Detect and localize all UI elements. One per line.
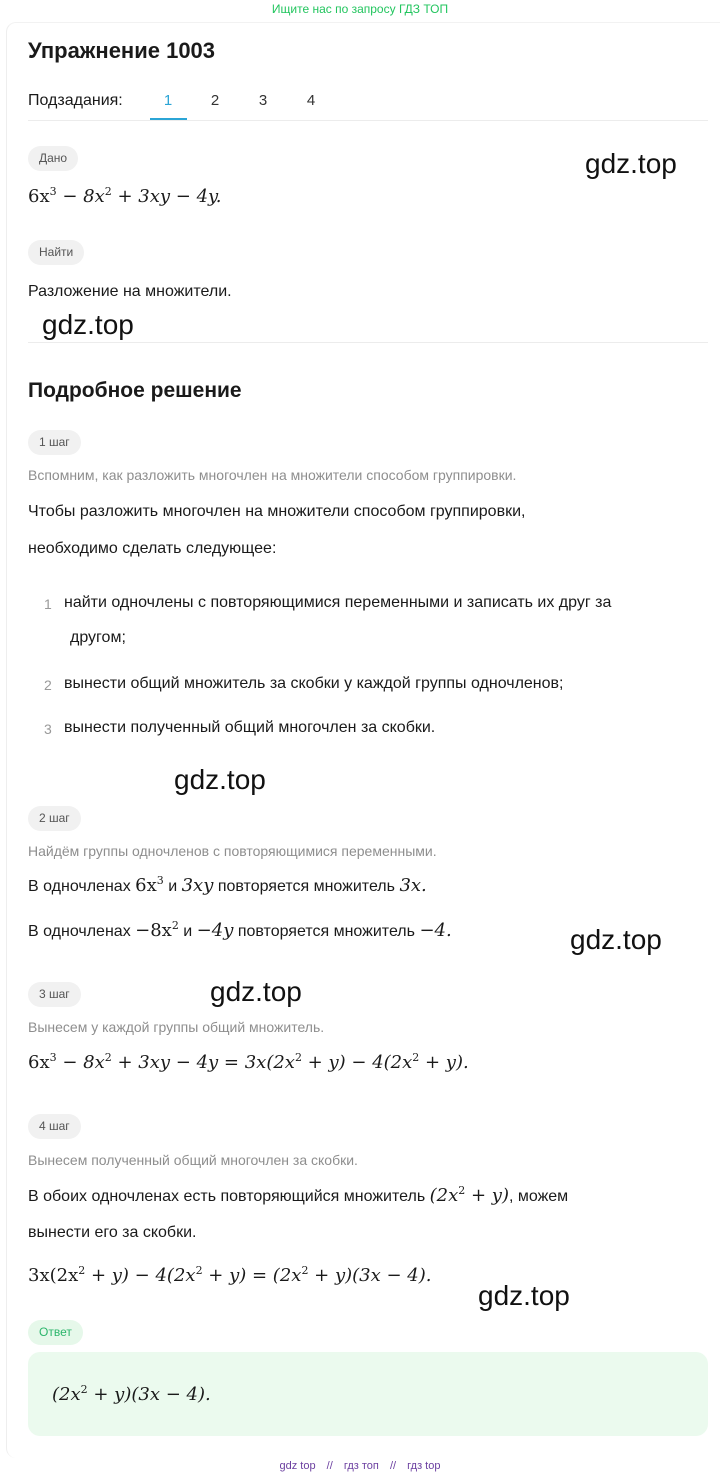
watermark: gdz.top	[210, 976, 302, 1007]
answer-expression: $(2x^2 + y)(3x - 4)$.	[52, 1383, 211, 1405]
step2-line2: В одночленах $-8x^2$ и −4y повторяется множитель −4.	[28, 919, 452, 941]
tab-subtask-1[interactable]: 1	[163, 92, 173, 109]
watermark: gdz.top	[42, 309, 134, 340]
watermark: gdz.top	[478, 1280, 570, 1311]
step4-badge: 4 шаг	[28, 1114, 81, 1139]
footer-link[interactable]: гдз топ	[343, 1460, 379, 1472]
list-item-text: вынести общий множитель за скобки у каждой группы одночленов;	[64, 675, 564, 692]
step2-hint: Найдём группы одночленов с повторяющимися переменными.	[28, 843, 437, 859]
page-title: Упражнение 1003	[28, 38, 216, 63]
list-item-text-cont: другом;	[70, 629, 126, 646]
step4-hint: Вынесем полученный общий многочлен за скобки.	[28, 1152, 358, 1168]
footer-link[interactable]: gdz top	[279, 1460, 316, 1472]
footer-links	[0, 1460, 720, 1472]
watermark: gdz.top	[585, 148, 677, 179]
list-item-number: 1	[44, 596, 52, 612]
top-banner: Ищите нас по запросу ГДЗ ТОП	[271, 2, 449, 16]
step3-hint: Вынесем у каждой группы общий множитель.	[28, 1019, 325, 1035]
step2-badge: 2 шаг	[28, 806, 81, 831]
tab-subtask-2[interactable]: 2	[210, 92, 220, 109]
footer-separator: //	[326, 1460, 333, 1472]
subtasks-label: Подзадания:	[28, 92, 123, 109]
solution-title: Подробное решение	[28, 379, 242, 402]
step4-line2: вынести его за скобки.	[28, 1224, 197, 1241]
list-item-text: вынести полученный общий многочлен за скобки.	[64, 719, 436, 736]
step1-hint: Вспомним, как разложить многочлен на множители способом группировки.	[28, 467, 517, 483]
answer-badge: Ответ	[28, 1320, 83, 1345]
step4-line1: В обоих одночленах есть повторяющийся множитель $(2x^2 + y)$, можем	[28, 1184, 569, 1206]
list-item-text: найти одночлены с повторяющимися переменными и записать их друг за	[64, 594, 612, 611]
step1-text-line2: необходимо сделать следующее:	[28, 540, 277, 557]
step1-text-line1: Чтобы разложить многочлен на множители способом группировки,	[28, 503, 526, 520]
footer-separator: //	[389, 1460, 397, 1472]
find-badge: Найти	[28, 240, 84, 265]
tab-subtask-3[interactable]: 3	[258, 92, 268, 109]
step2-line1: В одночленах $6x^3$ и 3xy повторяется множитель 3x.	[28, 874, 427, 896]
list-item-number: 2	[44, 677, 52, 693]
find-text: Разложение на множители.	[28, 283, 232, 300]
step3-badge: 3 шаг	[28, 982, 81, 1007]
step1-badge: 1 шаг	[28, 430, 81, 455]
tabs-divider	[28, 120, 708, 121]
tab-subtask-4[interactable]: 4	[306, 92, 316, 109]
footer-link[interactable]: гдз top	[407, 1460, 441, 1472]
given-expression: $6x^3 - 8x^2 + 3xy - 4y$.	[28, 185, 222, 207]
content-card	[6, 22, 720, 1458]
watermark: gdz.top	[570, 924, 662, 955]
step3-expression: $6x^3 - 8x^2 + 3xy - 4y = 3x(2x^2 + y) - 4(2x^2 + y)$.	[28, 1051, 469, 1073]
list-item-number: 3	[44, 721, 52, 737]
section-divider	[28, 342, 708, 343]
given-badge: Дано	[28, 146, 78, 171]
watermark: gdz.top	[174, 764, 266, 795]
step4-expression: $3x(2x^2 + y) - 4(2x^2 + y) = (2x^2 + y)(3x - 4)$.	[28, 1264, 432, 1286]
